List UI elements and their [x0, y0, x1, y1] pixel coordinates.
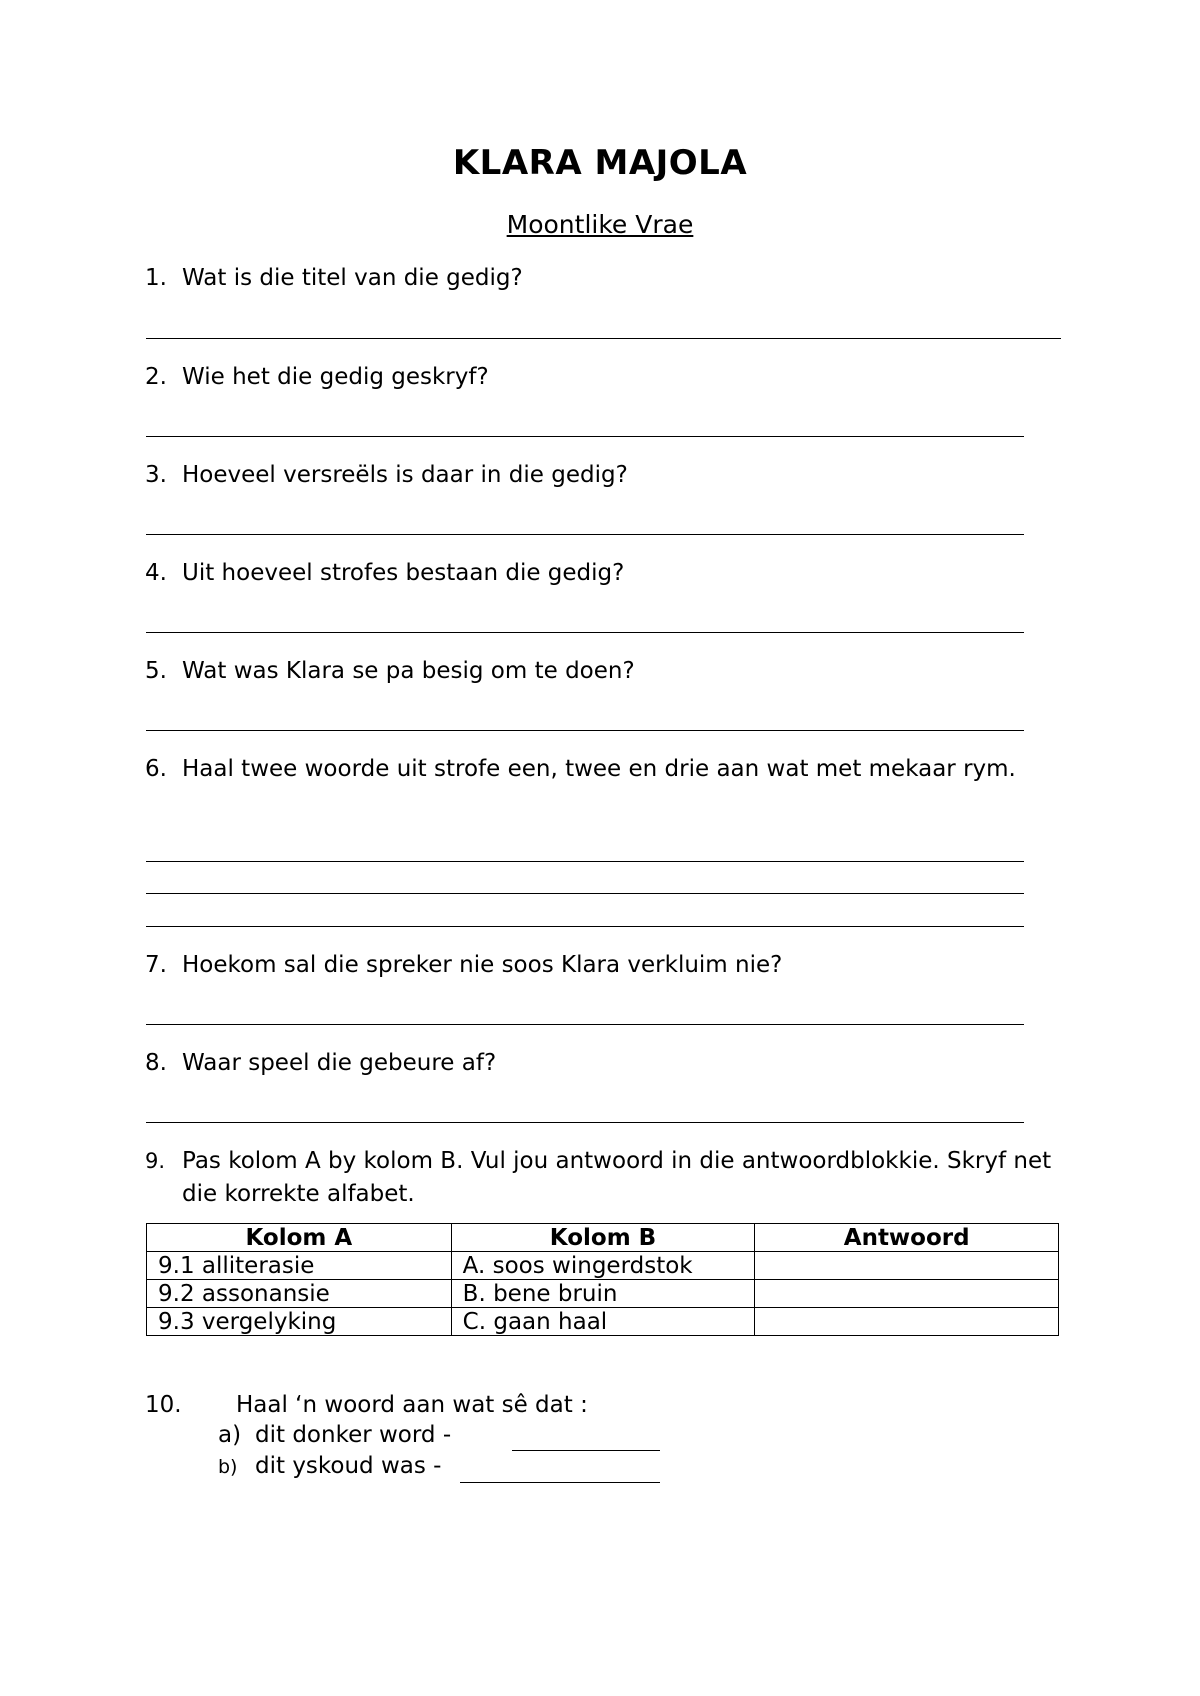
- question-text: Wie het die gedig geskryf?: [182, 364, 489, 390]
- table-cell: 9.1 alliterasie: [147, 1252, 452, 1280]
- question-number: 10.: [145, 1392, 182, 1418]
- question-number: 6.: [145, 756, 167, 782]
- answer-line[interactable]: [146, 338, 1061, 339]
- table-cell: B. bene bruin: [451, 1280, 755, 1308]
- question-text: Wat was Klara se pa besig om te doen?: [182, 658, 635, 684]
- question-text: Hoekom sal die spreker nie soos Klara verkluim nie?: [182, 952, 783, 978]
- question-text: Waar speel die gebeure af?: [182, 1050, 497, 1076]
- answer-line[interactable]: [146, 861, 1024, 862]
- question-number: 8.: [145, 1050, 167, 1076]
- table-cell: C. gaan haal: [451, 1308, 755, 1336]
- table-cell: 9.3 vergelyking: [147, 1308, 452, 1336]
- sub-item-text: dit yskoud was -: [255, 1453, 442, 1479]
- answer-line[interactable]: [146, 632, 1024, 633]
- table-row: [147, 1280, 1059, 1308]
- question-number: 1.: [145, 265, 167, 291]
- answer-line[interactable]: [146, 730, 1024, 731]
- question-number: 7.: [145, 952, 167, 978]
- page-subtitle: Moontlike Vrae: [506, 210, 694, 239]
- column-header: Antwoord: [755, 1224, 1059, 1252]
- question-text: Haal twee woorde uit strofe een, twee en drie aan wat met mekaar rym.: [182, 756, 1016, 782]
- answer-line[interactable]: [146, 436, 1024, 437]
- table-cell: 9.2 assonansie: [147, 1280, 452, 1308]
- answer-line[interactable]: [146, 1122, 1024, 1123]
- answer-line[interactable]: [146, 893, 1024, 894]
- table-row: [147, 1308, 1059, 1336]
- table-row: [147, 1252, 1059, 1280]
- question-number: 3.: [145, 462, 167, 488]
- table-header-row: [147, 1224, 1059, 1252]
- column-header: Kolom B: [451, 1224, 755, 1252]
- matching-table: [146, 1223, 1059, 1336]
- question-text: Haal ‘n woord aan wat sê dat :: [236, 1392, 588, 1418]
- question-number: 5.: [145, 658, 167, 684]
- question-text: Uit hoeveel strofes bestaan die gedig?: [182, 560, 625, 586]
- answer-line[interactable]: [512, 1450, 660, 1451]
- question-text: Hoeveel versreëls is daar in die gedig?: [182, 462, 628, 488]
- question-number: 9.: [145, 1149, 166, 1173]
- question-number: 2.: [145, 364, 167, 390]
- sub-item-label: a): [218, 1422, 242, 1448]
- table-cell: A. soos wingerdstok: [451, 1252, 755, 1280]
- question-text: Wat is die titel van die gedig?: [182, 265, 523, 291]
- answer-line[interactable]: [460, 1482, 660, 1483]
- sub-item-text: dit donker word -: [255, 1422, 452, 1448]
- question-number: 4.: [145, 560, 167, 586]
- answer-cell[interactable]: [755, 1280, 1059, 1308]
- answer-line[interactable]: [146, 926, 1024, 927]
- question-text: Pas kolom A by kolom B. Vul jou antwoord in die antwoordblokkie. Skryf net die korrekte alfabet.: [182, 1148, 1052, 1207]
- answer-line[interactable]: [146, 1024, 1024, 1025]
- answer-cell[interactable]: [755, 1308, 1059, 1336]
- column-header: Kolom A: [147, 1224, 452, 1252]
- answer-cell[interactable]: [755, 1252, 1059, 1280]
- sub-item-label: b): [218, 1456, 238, 1478]
- page-title: KLARA MAJOLA: [452, 143, 748, 183]
- answer-line[interactable]: [146, 534, 1024, 535]
